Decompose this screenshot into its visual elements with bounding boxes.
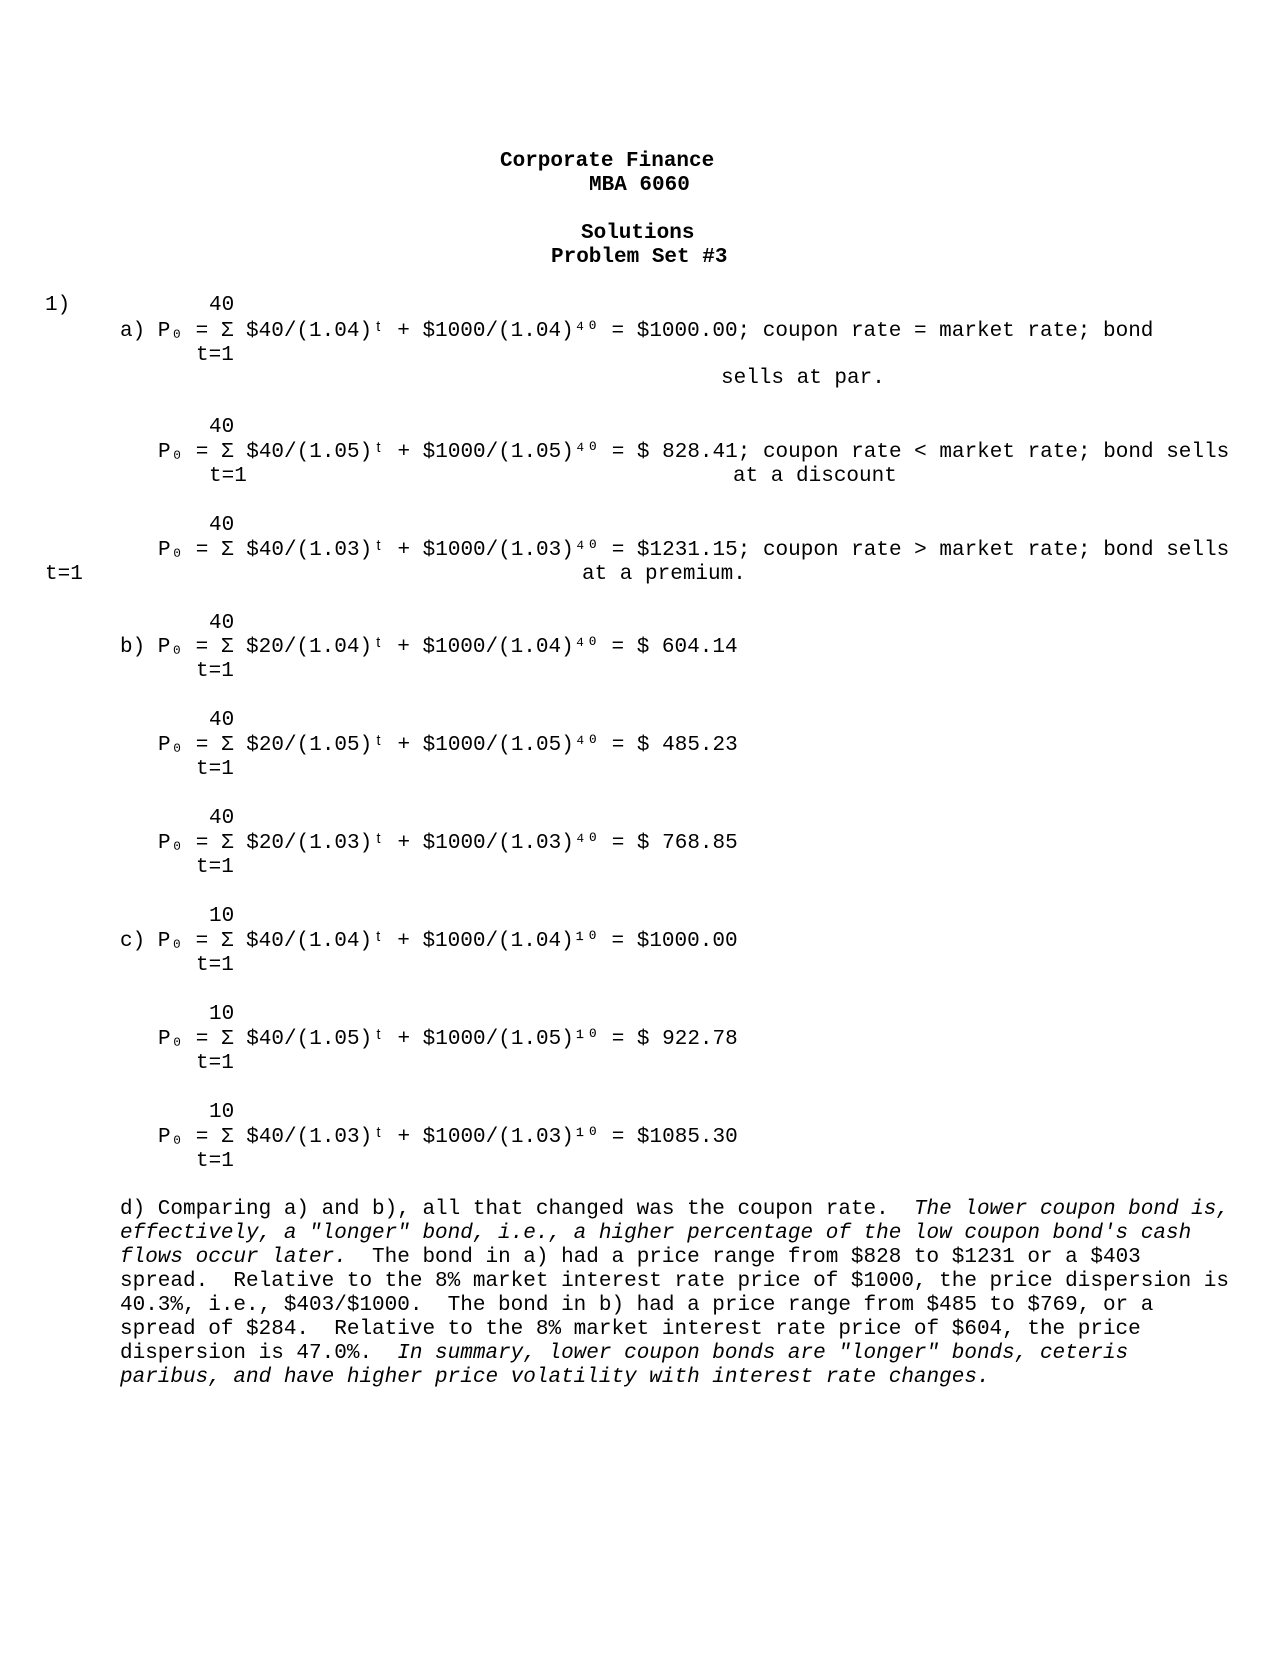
sum-upper-limit: 40 <box>209 612 235 635</box>
equation-line: P₀ = Σ $40/(1.05)ᵗ + $1000/(1.05)⁴⁰ = $ 828.41; coupon rate < market rate; bond sells <box>158 441 1230 464</box>
equation-line: P₀ = Σ $40/(1.05)ᵗ + $1000/(1.05)¹⁰ = $ 922.78 <box>158 1028 738 1051</box>
part-d-text: d) Comparing a) and b), all that changed was the coupon rate. <box>120 1198 914 1221</box>
course-title: Corporate Finance <box>500 150 715 173</box>
equation-note: sells at par. <box>721 367 885 390</box>
equation-line: P₀ = Σ $40/(1.03)ᵗ + $1000/(1.03)¹⁰ = $1085.30 <box>158 1126 738 1149</box>
sum-lower-limit: t=1 <box>196 344 234 367</box>
doc-type: Solutions <box>581 222 695 245</box>
course-code: MBA 6060 <box>589 174 690 197</box>
sum-upper-limit: 40 <box>209 709 235 732</box>
sum-upper-limit: 10 <box>209 905 235 928</box>
sum-lower-limit: t=1 <box>196 1150 234 1173</box>
equation-line: P₀ = Σ $20/(1.03)ᵗ + $1000/(1.03)⁴⁰ = $ 768.85 <box>158 832 738 855</box>
equation-line: a) P₀ = Σ $40/(1.04)ᵗ + $1000/(1.04)⁴⁰ = $1000.00; coupon rate = market rate; bond <box>120 320 1154 343</box>
sum-upper-limit: 40 <box>209 294 235 317</box>
part-d-text: The bond in a) had a price range from $828 to $1231 or a $403 spread. Relative to the 8% market interest rate price of $1000, the price dispersion is 40.3%, i.e., $403/$1000. The bond in b) had a price range from $485 to $769, or a spread of $284. Relative to the 8% market interest rate price of $604, the price dispersion is 47.0%. <box>120 1246 1242 1365</box>
equation-line: c) P₀ = Σ $40/(1.04)ᵗ + $1000/(1.04)¹⁰ = $1000.00 <box>120 930 738 953</box>
equation-line: P₀ = Σ $40/(1.03)ᵗ + $1000/(1.03)⁴⁰ = $1231.15; coupon rate > market rate; bond sells <box>158 539 1230 562</box>
sum-lower-limit: t=1 <box>196 954 234 977</box>
sum-lower-limit: t=1 <box>196 758 234 781</box>
problem-set-title: Problem Set #3 <box>551 246 728 269</box>
equation-line: b) P₀ = Σ $20/(1.04)ᵗ + $1000/(1.04)⁴⁰ = $ 604.14 <box>120 636 738 659</box>
sum-upper-limit: 10 <box>209 1003 235 1026</box>
sum-lower-limit: t=1 <box>196 660 234 683</box>
sum-lower-limit: t=1 <box>45 563 83 586</box>
equation-note: at a discount <box>733 465 897 488</box>
sum-upper-limit: 10 <box>209 1101 235 1124</box>
sum-lower-limit: t=1 <box>196 856 234 879</box>
problem-number: 1) <box>45 294 71 317</box>
equation-line: P₀ = Σ $20/(1.05)ᵗ + $1000/(1.05)⁴⁰ = $ 485.23 <box>158 734 738 757</box>
part-d-italic-text: In summary, lower coupon bonds are "longer" bonds, ceteris paribus, and have higher price volatility with interest rate changes. <box>120 1342 1129 1389</box>
sum-upper-limit: 40 <box>209 416 235 439</box>
sum-lower-limit: t=1 <box>209 465 247 488</box>
sum-upper-limit: 40 <box>209 514 235 537</box>
sum-lower-limit: t=1 <box>196 1052 234 1075</box>
sum-upper-limit: 40 <box>209 807 235 830</box>
part-d-paragraph <box>120 1198 1242 1390</box>
equation-note: at a premium. <box>582 563 746 586</box>
part-d-italic-text: The lower coupon bond is, effectively, a "longer" bond, i.e., a higher percentage of the low coupon bond's cash flows occur later. <box>120 1198 1229 1269</box>
